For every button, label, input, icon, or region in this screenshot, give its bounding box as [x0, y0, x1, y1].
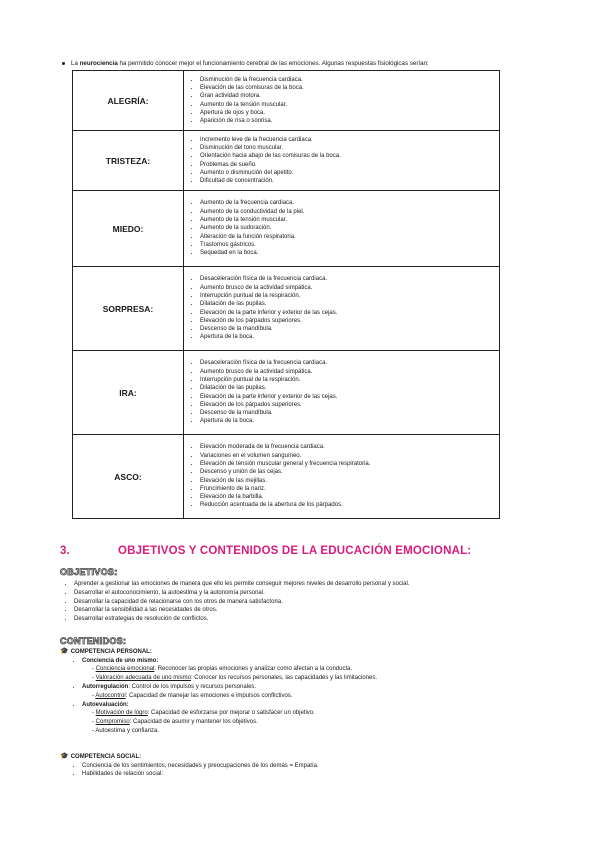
conciencia-item: [82, 657, 377, 683]
emotion-response-item: • Aumento de la conductividad de la piel.: [200, 208, 495, 216]
autocontrol-label: Autocontrol: [95, 692, 126, 699]
emotion-response-item: • Trastornos gástricos.: [200, 241, 495, 249]
emotion-response-item: • Apertura de la boca.: [200, 417, 495, 425]
intro-suffix: ha permitido conocer mejor el funcionamiento cerebral de las emociones. Algunas respuestas fisiológicas serían:: [117, 60, 429, 67]
emotion-response-item: • Elevación de la parte inferior y exterior de las cejas.: [200, 309, 495, 317]
competencia-social: [60, 753, 319, 779]
emotion-responses: [184, 267, 500, 351]
emotion-row: [73, 435, 500, 519]
emotion-name: ASCO:: [73, 435, 184, 519]
autoevaluacion-sub-1-label: Motivación de logro: [95, 710, 148, 717]
intro-paragraph: [62, 60, 562, 68]
emotion-response-item: • Fruncimiento de la nariz.: [200, 485, 495, 493]
competencia-personal-heading: [60, 648, 377, 657]
contenidos-title: CONTENIDOS:: [60, 636, 127, 646]
emotion-response-item: • Apertura de ojos y boca.: [200, 109, 495, 117]
autoevaluacion-sub-3: - Autoestima y confianza.: [92, 727, 160, 734]
emotion-response-item: • Aumento de la tensión muscular.: [200, 101, 495, 109]
emotion-response-item: • Elevación de tensión muscular general y frecuencia respiratoria.: [200, 460, 495, 468]
emotion-response-item: • Dilatación de las pupilas.: [200, 384, 495, 392]
emotion-response-item: • Elevación de la barbilla.: [200, 493, 495, 501]
emotion-name: TRISTEZA:: [73, 131, 184, 191]
competencia-social-title: COMPETENCIA SOCIAL:: [70, 754, 142, 760]
emotion-response-item: • Elevación moderada de la frecuencia cardiaca.: [200, 443, 495, 451]
emotion-row: [73, 131, 500, 191]
emotion-name: SORPRESA:: [73, 267, 184, 351]
emotion-response-item: • Apertura de la boca.: [200, 333, 495, 341]
autoevaluacion-sub-1-text: : Capacidad de esforzarse por mejorar o satisfacer un objetivo.: [147, 710, 315, 717]
graduation-cap-icon: 🎓: [60, 648, 69, 655]
emotion-response-item: • Descenso de la mandíbula.: [200, 325, 495, 333]
autorregulacion-text: : Control de los impulsos y recursos personales.: [128, 683, 257, 690]
emotion-response-item: • Interrupción puntual de la respiración.: [200, 292, 495, 300]
conciencia-sub-2: - Valoración adecuada de uno mismo: Conocer los recursos personales, las capacidades y las limitaciones.: [92, 675, 378, 682]
emotion-row: [73, 191, 500, 267]
emotion-responses: [184, 131, 500, 191]
emotion-response-item: • Aumento brusco de la actividad simpática.: [200, 284, 495, 292]
social-item: • Conciencia de los sentimientos, necesidades y preocupaciones de los demás = Empatía.: [82, 762, 319, 771]
emotion-response-item: • Incremento leve de la frecuencia cardiaca.: [200, 136, 495, 144]
objetivo-item: • Aprender a gestionar las emociones de manera que ello les permite conseguir mejores niveles de desarrollo personal y social.: [74, 580, 410, 589]
emotion-responses: [184, 351, 500, 435]
emotion-name: MIEDO:: [73, 191, 184, 267]
emotion-response-item: • Aumento de la frecuencia cardiaca.: [200, 199, 495, 207]
emotion-response-item: • Elevación de las comisuras de la boca.: [200, 84, 495, 92]
emotion-response-item: • Sequedad en la boca.: [200, 249, 495, 257]
conciencia-sub-1-text: : Reconocer las propias emociones y analizar como afectan a la conducta.: [154, 666, 353, 673]
intro-prefix: La: [71, 60, 80, 67]
emotion-responses: [184, 191, 500, 267]
emotion-response-item: • Dilatación de las pupilas.: [200, 300, 495, 308]
emotion-response-item: • Variaciones en el volumen sanguíneo.: [200, 452, 495, 460]
emotion-responses: [184, 71, 500, 131]
emotion-response-item: • Aparición de risa o sonrisa.: [200, 117, 495, 125]
emotion-response-item: • Elevación de los párpados superiores.: [200, 401, 495, 409]
autorregulacion-item: [82, 683, 377, 701]
emotion-row: [73, 71, 500, 131]
competencia-personal: [60, 648, 377, 736]
autoevaluacion-sub-2: - Compromiso: Capacidad de asumir y mantener los objetivos.: [92, 719, 258, 726]
objetivos-list: [66, 580, 410, 624]
emotion-name: ALEGRÍA:: [73, 71, 184, 131]
emotion-response-item: • Reducción acentuada de la abertura de los párpados.: [200, 501, 495, 509]
emotion-response-item: • Aumento de la sudoración.: [200, 224, 495, 232]
emotion-response-item: • Desaceleración física de la frecuencia cardiaca.: [200, 359, 495, 367]
conciencia-sub-1-label: Conciencia emocional: [95, 666, 155, 673]
emotion-response-item: • Dificultad de concentración.: [200, 177, 495, 185]
section-heading: [60, 545, 471, 557]
emotion-response-item: • Alteración de la función respiratoria.: [200, 233, 495, 241]
emotion-response-item: • Gran actividad motora.: [200, 92, 495, 100]
social-item: • Habilidades de relación social:: [82, 770, 319, 779]
emotion-response-item: • Interrupción puntual de la respiración.: [200, 376, 495, 384]
emotion-response-item: • Elevación de las mejillas.: [200, 477, 495, 485]
emotion-response-item: • Elevación de los párpados superiores.: [200, 317, 495, 325]
emotion-name: IRA:: [73, 351, 184, 435]
emotion-response-item: • Desaceleración física de la frecuencia cardiaca.: [200, 275, 495, 283]
autoevaluacion-item: [82, 701, 377, 736]
objetivo-item: • Desarrollar el autoconocimiento, la autoestima y la autonomía personal.: [74, 589, 410, 598]
emotion-row: [73, 351, 500, 435]
emotion-row: [73, 267, 500, 351]
emotion-response-item: • Aumento brusco de la actividad simpática.: [200, 368, 495, 376]
graduation-cap-icon: 🎓: [60, 753, 69, 760]
competencia-personal-title: COMPETENCIA PERSONAL:: [70, 649, 152, 655]
autocontrol-item: - Autocontrol: Capacidad de manejar las emociones e impulsos conflictivos.: [92, 692, 293, 699]
intro-bold: neurociencia: [79, 60, 118, 67]
bullet-dot: [62, 62, 65, 65]
objetivo-item: • Desarrollar la capacidad de relacionarse con los otros de manera satisfactoria.: [74, 598, 410, 607]
conciencia-sub-2-text: : Conocer los recursos personales, las capacidades y las limitaciones.: [190, 675, 378, 682]
autoevaluacion-sub-1: - Motivación de logro: Capacidad de esforzarse por mejorar o satisfacer un objetivo.: [92, 710, 315, 717]
conciencia-title: Conciencia de uno mismo:: [82, 657, 159, 664]
autoevaluacion-title: Autoevaluación:: [82, 701, 129, 708]
emotion-response-item: • Disminución de la frecuencia cardiaca.: [200, 76, 495, 84]
objetivo-item: • Desarrollar la sensibilidad a las necesidades de otros.: [74, 606, 410, 615]
emotions-table: [72, 70, 500, 519]
section-number: 3.: [60, 545, 70, 557]
objetivo-item: • Desarrollar estrategias de resolución de conflictos.: [74, 615, 410, 624]
emotion-response-item: • Descenso de la mandíbula.: [200, 409, 495, 417]
emotion-response-item: • Problemas de sueño.: [200, 161, 495, 169]
autorregulacion-title: Autorregulación: [82, 683, 129, 690]
conciencia-sub-1: - Conciencia emocional: Reconocer las propias emociones y analizar como afectan a la conducta.: [92, 666, 353, 673]
autoevaluacion-sub-2-label: Compromiso: [95, 719, 130, 726]
competencia-social-heading: [60, 753, 319, 762]
section-title: OBJETIVOS Y CONTENIDOS DE LA EDUCACIÓN EMOCIONAL:: [118, 545, 472, 557]
autocontrol-text: : Capacidad de manejar las emociones e impulsos conflictivos.: [125, 692, 293, 699]
emotion-response-item: • Orientación hacia abajo de las comisuras de la boca.: [200, 152, 495, 160]
emotion-response-item: • Aumento o disminución del apetito.: [200, 169, 495, 177]
emotion-response-item: • Elevación de la parte inferior y exterior de las cejas.: [200, 393, 495, 401]
objetivos-title: OBJETIVOS:: [60, 567, 118, 577]
emotion-responses: [184, 435, 500, 519]
conciencia-sub-2-label: Valoración adecuada de uno mismo: [95, 675, 191, 682]
autoevaluacion-sub-2-text: : Capacidad de asumir y mantener los objetivos.: [129, 719, 258, 726]
emotion-response-item: • Disminución del tono muscular.: [200, 144, 495, 152]
emotion-response-item: • Descenso y unión de las cejas.: [200, 468, 495, 476]
autoevaluacion-sub-3-text: Autoestima y confianza.: [95, 727, 160, 734]
emotion-response-item: • Aumento de la tensión muscular.: [200, 216, 495, 224]
